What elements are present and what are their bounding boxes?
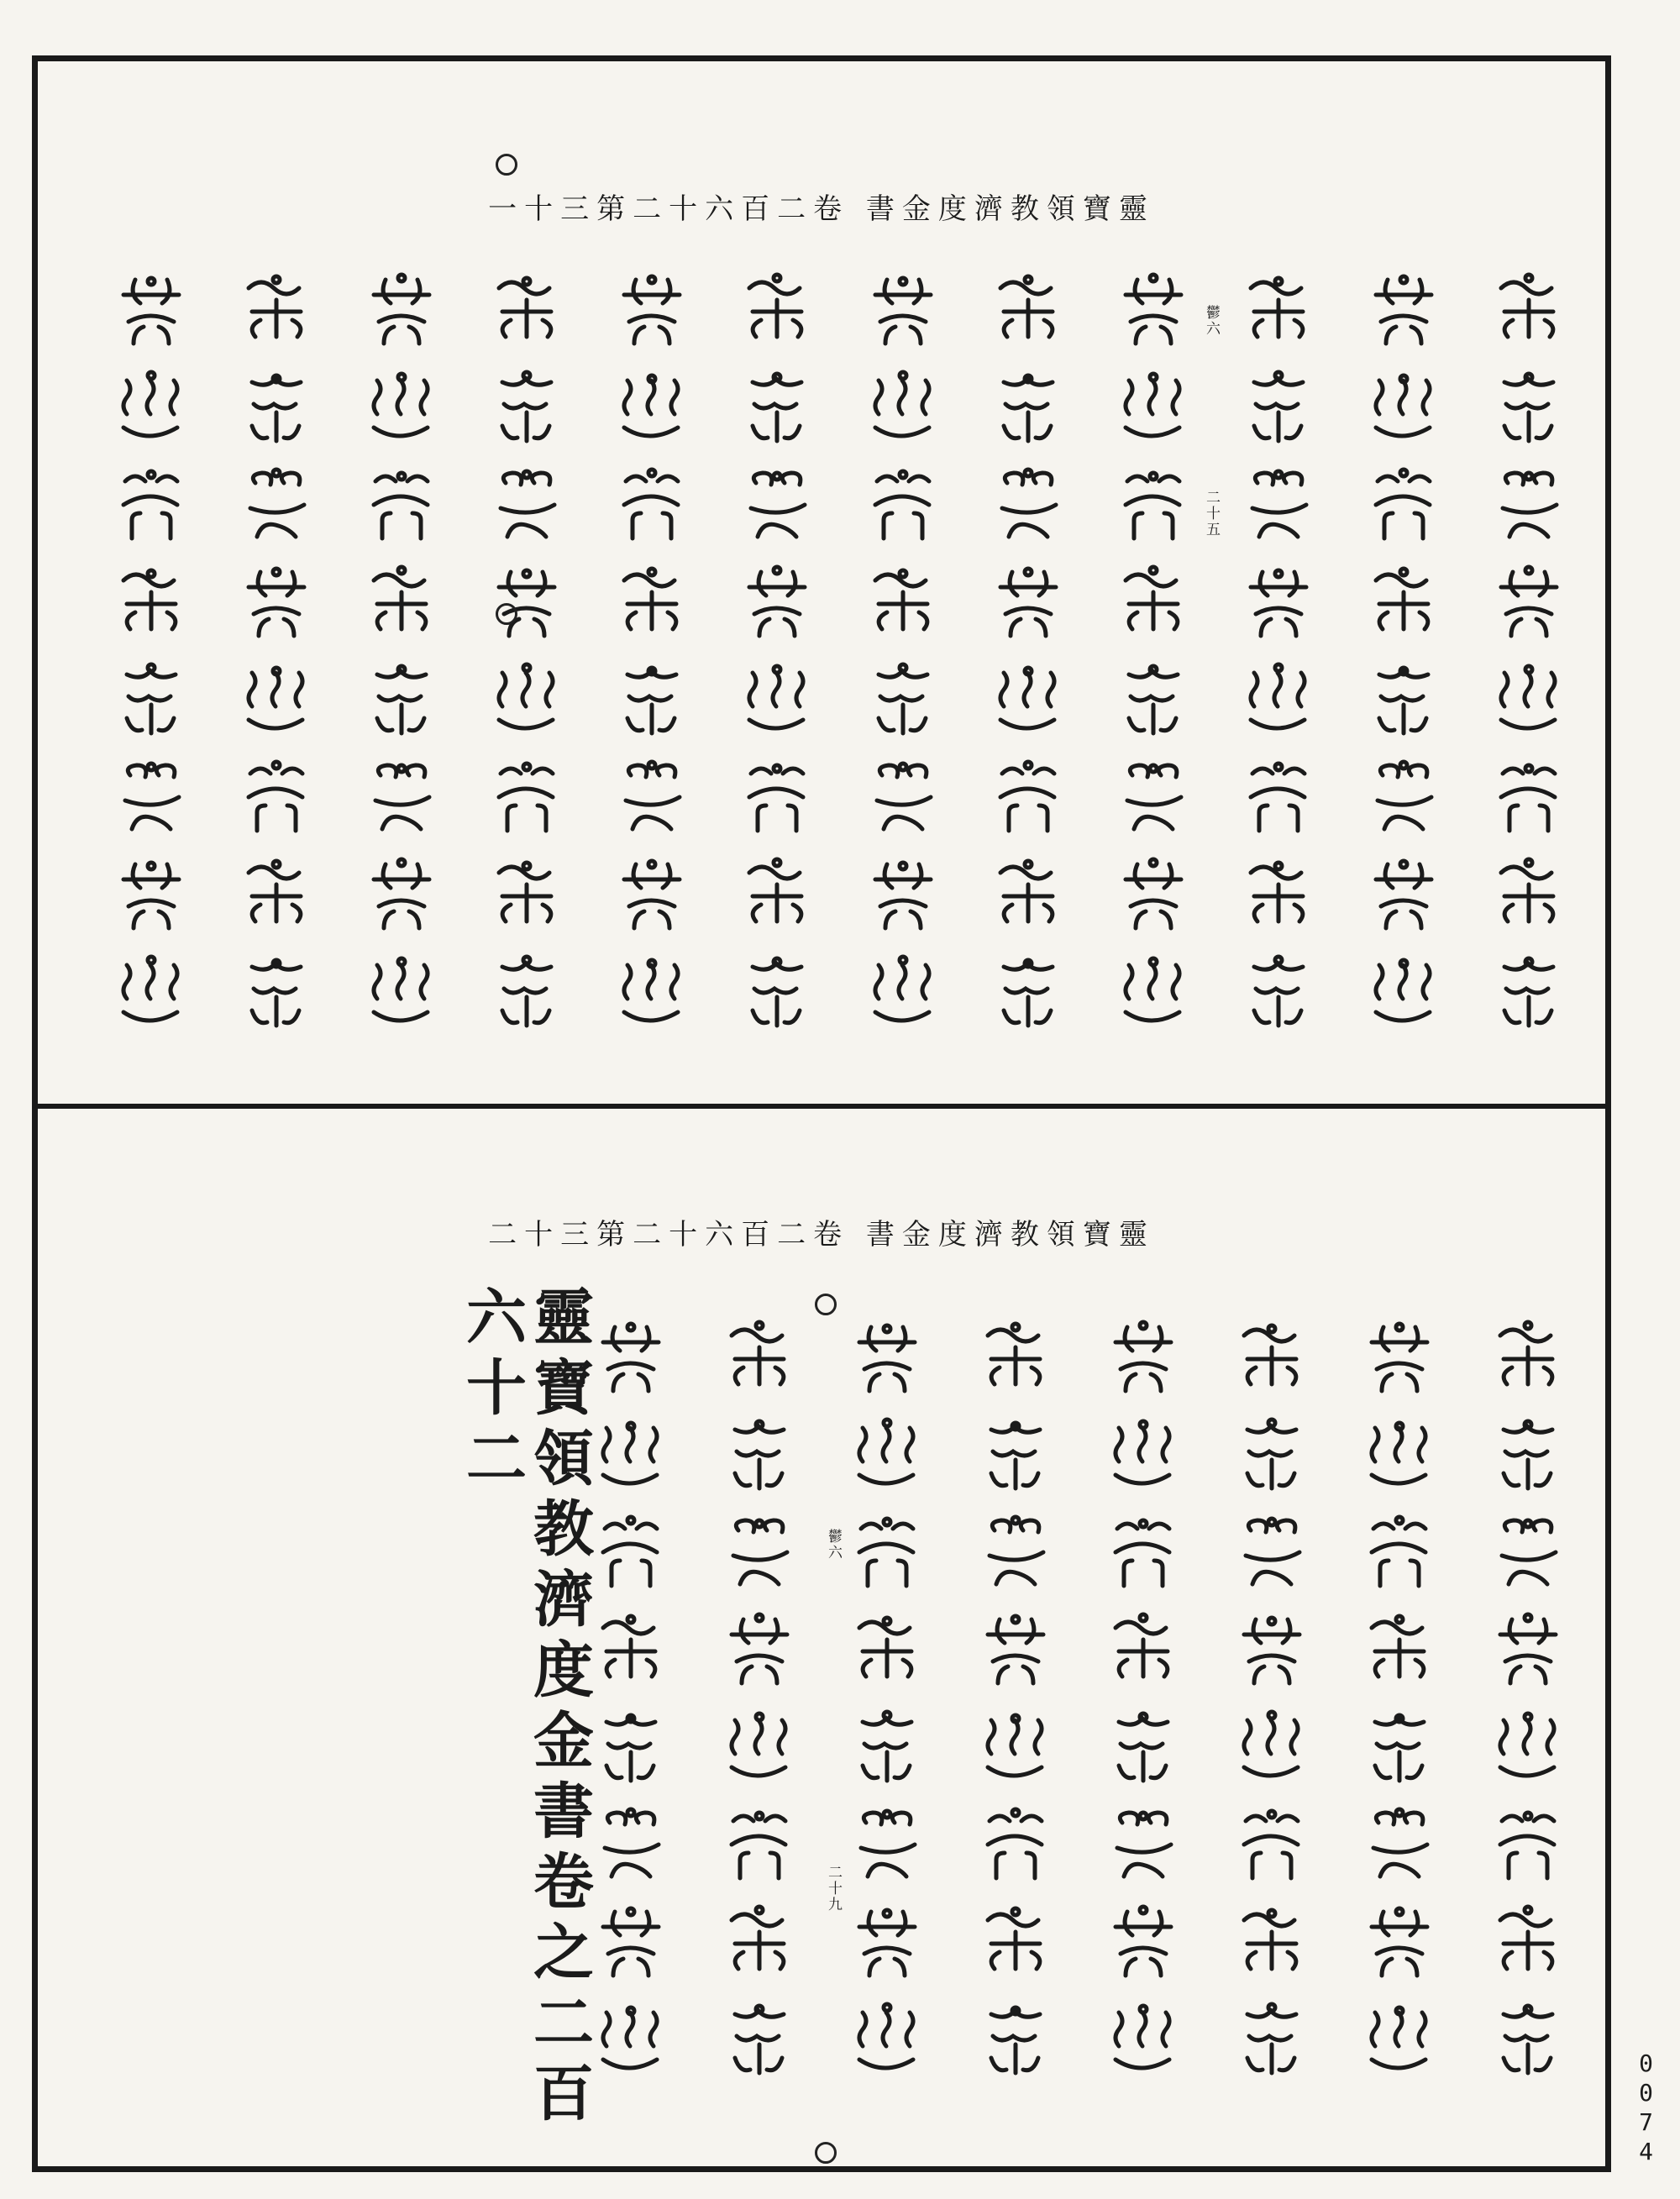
top-talisman-glyph xyxy=(590,653,715,750)
top-talisman-glyph xyxy=(339,555,464,653)
top-talisman-glyph xyxy=(840,458,965,555)
top-talisman-glyph xyxy=(840,848,965,945)
top-talisman-glyph xyxy=(840,263,965,360)
top-talisman-glyph xyxy=(339,263,464,360)
top-talisman-glyph xyxy=(1467,653,1592,750)
bottom-talisman-glyph xyxy=(567,1408,696,1505)
bottom-talisman-glyph xyxy=(1079,1408,1208,1505)
top-talisman-glyph xyxy=(213,848,339,945)
bottom-talisman-glyph xyxy=(1079,1895,1208,1992)
top-talisman-glyph xyxy=(965,263,1090,360)
bottom-talisman-glyph xyxy=(567,1700,696,1798)
bottom-note-low: 二十九 xyxy=(825,1865,842,1913)
bottom-talisman-glyph xyxy=(567,1505,696,1603)
top-talisman-glyph xyxy=(465,263,590,360)
bottom-talisman-glyph xyxy=(1464,1895,1593,1992)
top-talisman-glyph xyxy=(213,263,339,360)
top-talisman-glyph xyxy=(88,458,213,555)
bottom-talisman-glyph xyxy=(823,1408,952,1505)
top-header: 靈寶領教濟度金書 卷二百六十二第三十一 xyxy=(488,192,1155,226)
bottom-talisman-glyph xyxy=(952,1700,1080,1798)
bottom-talisman-glyph xyxy=(567,1310,696,1408)
top-talisman-glyph xyxy=(465,750,590,848)
bottom-talisman-glyph xyxy=(952,1895,1080,1992)
top-talisman-glyph xyxy=(339,360,464,458)
bottom-talisman-glyph xyxy=(1208,1798,1336,1895)
binding-hole-bottom-1 xyxy=(815,1294,837,1315)
bottom-talisman-glyph xyxy=(567,1603,696,1700)
bottom-talisman-glyph xyxy=(952,1603,1080,1700)
top-talisman-glyph xyxy=(1467,263,1592,360)
top-talisman-glyph xyxy=(1341,945,1467,1042)
top-talisman-glyph xyxy=(590,360,715,458)
top-talisman-glyph xyxy=(465,458,590,555)
top-talisman-glyph xyxy=(465,555,590,653)
top-talisman-glyph xyxy=(465,945,590,1042)
bottom-talisman-glyph xyxy=(567,1992,696,2090)
top-talisman-glyph xyxy=(1216,263,1341,360)
top-talisman-glyph xyxy=(965,750,1090,848)
bottom-talisman-glyph xyxy=(952,1505,1080,1603)
bottom-talisman-glyph xyxy=(952,1992,1080,2090)
top-panel xyxy=(38,61,1605,1104)
top-talisman-glyph xyxy=(590,945,715,1042)
bottom-talisman-glyph xyxy=(1208,1603,1336,1700)
top-talisman-glyph xyxy=(1090,945,1215,1042)
bottom-talisman-glyph xyxy=(823,1603,952,1700)
top-talisman-glyph xyxy=(339,458,464,555)
top-talisman-glyph xyxy=(465,360,590,458)
bottom-talisman-glyph xyxy=(1336,1505,1464,1603)
top-talisman-grid xyxy=(88,263,1592,1042)
top-talisman-glyph xyxy=(1216,653,1341,750)
top-talisman-glyph xyxy=(715,945,840,1042)
bottom-talisman-glyph xyxy=(823,1310,952,1408)
top-talisman-glyph xyxy=(339,945,464,1042)
bottom-talisman-glyph xyxy=(1079,1798,1208,1895)
bottom-talisman-glyph xyxy=(567,1895,696,1992)
top-talisman-glyph xyxy=(213,750,339,848)
top-talisman-glyph xyxy=(965,458,1090,555)
top-talisman-glyph xyxy=(1090,360,1215,458)
top-talisman-glyph xyxy=(1467,360,1592,458)
bottom-talisman-glyph xyxy=(1079,1603,1208,1700)
bottom-talisman-glyph xyxy=(696,1798,824,1895)
top-talisman-glyph xyxy=(1090,653,1215,750)
top-talisman-glyph xyxy=(1467,750,1592,848)
top-talisman-glyph xyxy=(1341,458,1467,555)
bottom-talisman-glyph xyxy=(1336,1895,1464,1992)
top-talisman-glyph xyxy=(1467,458,1592,555)
top-talisman-glyph xyxy=(88,848,213,945)
top-talisman-glyph xyxy=(213,555,339,653)
top-talisman-glyph xyxy=(1467,848,1592,945)
top-talisman-glyph xyxy=(1341,653,1467,750)
top-talisman-glyph xyxy=(715,263,840,360)
bottom-talisman-glyph xyxy=(1079,1700,1208,1798)
top-talisman-glyph xyxy=(1341,360,1467,458)
top-talisman-glyph xyxy=(590,263,715,360)
top-talisman-glyph xyxy=(590,458,715,555)
top-talisman-glyph xyxy=(88,555,213,653)
top-talisman-glyph xyxy=(213,458,339,555)
top-talisman-glyph xyxy=(1216,555,1341,653)
top-talisman-glyph xyxy=(590,555,715,653)
top-note-low: 二十五 xyxy=(1203,490,1220,538)
top-talisman-glyph xyxy=(965,945,1090,1042)
bottom-talisman-glyph xyxy=(1336,1603,1464,1700)
top-talisman-glyph xyxy=(88,750,213,848)
top-talisman-glyph xyxy=(1090,750,1215,848)
bottom-talisman-glyph xyxy=(1464,1505,1593,1603)
top-talisman-glyph xyxy=(465,848,590,945)
top-talisman-glyph xyxy=(213,653,339,750)
bottom-talisman-glyph xyxy=(1336,1408,1464,1505)
bottom-talisman-glyph xyxy=(1336,1992,1464,2090)
top-talisman-glyph xyxy=(1090,848,1215,945)
top-talisman-glyph xyxy=(1216,360,1341,458)
bottom-talisman-glyph xyxy=(1208,1895,1336,1992)
bottom-talisman-glyph xyxy=(1208,1310,1336,1408)
top-talisman-glyph xyxy=(840,750,965,848)
bottom-talisman-glyph xyxy=(1336,1798,1464,1895)
top-talisman-glyph xyxy=(339,750,464,848)
bottom-header: 靈寶領教濟度金書 卷二百六十二第三十二 xyxy=(488,1218,1155,1252)
top-talisman-glyph xyxy=(1341,848,1467,945)
top-talisman-glyph xyxy=(715,750,840,848)
top-talisman-glyph xyxy=(590,750,715,848)
top-talisman-glyph xyxy=(88,945,213,1042)
top-talisman-glyph xyxy=(840,945,965,1042)
bottom-talisman-glyph xyxy=(1336,1310,1464,1408)
bottom-talisman-glyph xyxy=(1208,1992,1336,2090)
top-talisman-glyph xyxy=(1216,750,1341,848)
top-talisman-glyph xyxy=(88,360,213,458)
bottom-note-mid: 鬱六 xyxy=(825,1529,842,1561)
top-talisman-glyph xyxy=(1341,263,1467,360)
bottom-talisman-glyph xyxy=(1464,1603,1593,1700)
bottom-talisman-glyph xyxy=(696,1408,824,1505)
bottom-talisman-glyph xyxy=(696,1603,824,1700)
bottom-talisman-glyph xyxy=(1208,1505,1336,1603)
top-talisman-glyph xyxy=(339,848,464,945)
top-talisman-glyph xyxy=(88,653,213,750)
binding-hole-top-2 xyxy=(496,603,517,625)
bottom-talisman-glyph xyxy=(823,1700,952,1798)
top-talisman-glyph xyxy=(715,360,840,458)
top-talisman-glyph xyxy=(965,555,1090,653)
top-talisman-glyph xyxy=(715,848,840,945)
binding-hole-top-1 xyxy=(496,154,517,176)
bottom-talisman-glyph xyxy=(1464,1700,1593,1798)
top-talisman-glyph xyxy=(965,360,1090,458)
top-talisman-glyph xyxy=(965,653,1090,750)
top-talisman-glyph xyxy=(213,360,339,458)
top-talisman-glyph xyxy=(1090,458,1215,555)
top-note-mid: 鬱六 xyxy=(1203,305,1220,337)
bottom-talisman-glyph xyxy=(1079,1505,1208,1603)
top-talisman-glyph xyxy=(465,653,590,750)
top-talisman-glyph xyxy=(88,263,213,360)
top-talisman-glyph xyxy=(1216,945,1341,1042)
top-talisman-glyph xyxy=(965,848,1090,945)
top-talisman-glyph xyxy=(840,360,965,458)
bottom-talisman-glyph xyxy=(696,1895,824,1992)
bottom-talisman-glyph xyxy=(1336,1700,1464,1798)
bottom-talisman-glyph xyxy=(696,1310,824,1408)
top-talisman-glyph xyxy=(840,653,965,750)
bottom-talisman-glyph xyxy=(1208,1408,1336,1505)
page-number: 0074 xyxy=(1632,2049,1660,2167)
bottom-talisman-glyph xyxy=(696,1992,824,2090)
volume-title: 靈寶領教濟度金書卷之二百六十二 xyxy=(456,1285,595,2132)
bottom-panel xyxy=(38,1109,1605,2166)
bottom-talisman-glyph xyxy=(696,1505,824,1603)
bottom-talisman-glyph xyxy=(1208,1700,1336,1798)
top-talisman-glyph xyxy=(1216,458,1341,555)
top-talisman-glyph xyxy=(213,945,339,1042)
bottom-talisman-glyph xyxy=(1464,1798,1593,1895)
bottom-talisman-glyph xyxy=(952,1408,1080,1505)
bottom-talisman-glyph xyxy=(567,1798,696,1895)
bottom-talisman-glyph xyxy=(1464,1408,1593,1505)
bottom-talisman-glyph xyxy=(1079,1310,1208,1408)
bottom-talisman-glyph xyxy=(952,1798,1080,1895)
bottom-talisman-glyph xyxy=(952,1310,1080,1408)
top-talisman-glyph xyxy=(715,555,840,653)
top-talisman-glyph xyxy=(590,848,715,945)
top-talisman-glyph xyxy=(1341,750,1467,848)
top-talisman-glyph xyxy=(1216,848,1341,945)
binding-hole-bottom-2 xyxy=(815,2142,837,2164)
top-talisman-glyph xyxy=(1341,555,1467,653)
top-talisman-glyph xyxy=(1090,263,1215,360)
top-talisman-glyph xyxy=(840,555,965,653)
top-talisman-glyph xyxy=(1467,555,1592,653)
top-talisman-glyph xyxy=(1467,945,1592,1042)
bottom-talisman-glyph xyxy=(1464,1992,1593,2090)
bottom-talisman-grid xyxy=(567,1310,1592,2090)
top-talisman-glyph xyxy=(1090,555,1215,653)
bottom-talisman-glyph xyxy=(1079,1992,1208,2090)
bottom-talisman-glyph xyxy=(696,1700,824,1798)
top-talisman-glyph xyxy=(715,653,840,750)
top-talisman-glyph xyxy=(339,653,464,750)
bottom-talisman-glyph xyxy=(1464,1310,1593,1408)
top-talisman-glyph xyxy=(715,458,840,555)
bottom-talisman-glyph xyxy=(823,1992,952,2090)
